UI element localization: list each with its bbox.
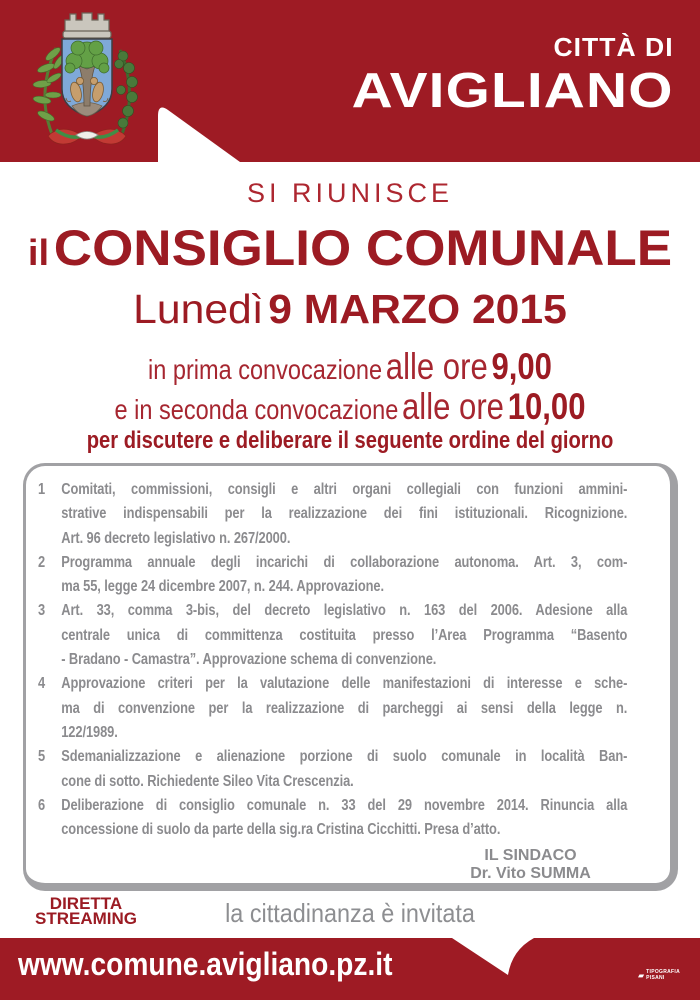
agenda-line: ma di convenzione per la realizzazione di parcheggi ai sensi della legge n. <box>61 699 628 717</box>
main-title <box>0 219 700 277</box>
city-line1: CITTÀ DI <box>553 32 674 62</box>
first-call-time: 9,00 <box>491 346 552 387</box>
agenda-item-2 <box>38 551 627 600</box>
signature-role: IL SINDACO <box>484 847 577 865</box>
date-line <box>0 286 700 333</box>
ribbon-icon <box>48 129 126 144</box>
agenda-item-number: 1 <box>38 481 46 498</box>
first-call-text: in prima convocazione <box>148 354 383 385</box>
streaming-line1: DIRETTA <box>49 894 123 913</box>
website-url: www.comune.avigliano.pz.it <box>18 946 393 982</box>
agenda-item-5 <box>38 745 627 794</box>
date-weekday: Lunedì <box>133 286 264 332</box>
first-call-mid: alle ore <box>385 346 488 387</box>
agenda-item-1 <box>38 478 627 551</box>
second-call-mid: alle ore <box>402 386 504 427</box>
agenda-line: Deliberazione di consiglio comunale n. 33 del 29 novembre 2014. Rinuncia alla <box>61 796 628 814</box>
agenda-item-number: 4 <box>38 675 46 693</box>
agenda-line: 122/1989. <box>61 723 118 741</box>
agenda-line: Sdemanializzazione e alienazione porzione di suolo comunale in località Ban- <box>61 748 628 766</box>
agenda-item-4 <box>38 672 627 745</box>
agenda-list <box>38 478 627 842</box>
agenda-line: Comitati, commissioni, consigli e altri organi collegiali con funzioni ammini- <box>61 481 628 498</box>
mayor-signature <box>383 847 678 883</box>
avigliano-coat-of-arms-icon <box>26 2 148 158</box>
speech-tail-icon <box>158 98 240 162</box>
agenda-item-number: 3 <box>38 602 46 620</box>
city-line2: AVIGLIANO <box>351 64 674 118</box>
streaming-line2: STREAMING <box>35 909 137 928</box>
agenda-line: Art. 96 decreto legislativo n. 267/2000. <box>61 529 291 547</box>
agenda-line: strative indispensabili per la realizzazione dei fini istituzionali. Ricognizione. <box>61 505 628 523</box>
first-call-line <box>56 346 644 388</box>
printer-line1: TIPOGRAFIA <box>646 969 680 975</box>
second-call-line <box>56 386 644 428</box>
agenda-line: ma 55, legge 24 dicembre 2007, n. 244. Approvazione. <box>61 578 384 596</box>
header-band <box>0 0 700 162</box>
footer-band <box>0 938 700 1000</box>
title-article: il <box>27 232 50 273</box>
agenda-item-number: 5 <box>38 748 46 766</box>
signature-name: Dr. Vito SUMMA <box>470 865 591 883</box>
date-value: 9 MARZO 2015 <box>268 286 567 332</box>
agenda-line: Approvazione criteri per la valutazione delle manifestazioni di interesse e sche- <box>61 675 628 693</box>
agenda-item-number: 2 <box>38 553 46 571</box>
si-riunisce-heading: SI RIUNISCE <box>246 178 454 208</box>
second-call-text: e in seconda convocazione <box>114 394 399 425</box>
invitation-text: la cittadinanza è invitata <box>225 898 475 928</box>
agenda-line: centrale unica di committenza costituita presso l’Area Programma “Basento <box>61 626 628 644</box>
printer-mark-icon: ▰ <box>638 970 645 980</box>
agenda-intro-line: per discutere e deliberare il seguente ordine del giorno <box>86 427 614 454</box>
second-call-time: 10,00 <box>507 386 586 427</box>
agenda-box <box>23 463 678 891</box>
speech-tail-bottom-icon <box>450 938 534 978</box>
agenda-line: Programma annuale degli incarichi di collaborazione autonoma. Art. 3, com- <box>61 553 628 571</box>
agenda-line: concessione di suolo da parte della sig.ra Cristina Cicchitti. Presa d’atto. <box>61 821 501 839</box>
mural-crown-icon <box>63 13 111 38</box>
agenda-item-3 <box>38 599 627 672</box>
header-title <box>351 32 674 118</box>
tree-canopy-icon <box>65 41 109 73</box>
agenda-item-number: 6 <box>38 796 46 814</box>
agenda-item-6 <box>38 794 627 843</box>
title-text: CONSIGLIO COMUNALE <box>53 220 673 276</box>
agenda-line: - Bradano - Camastra”. Approvazione schema di convenzione. <box>61 651 437 669</box>
agenda-line: Art. 33, comma 3-bis, del decreto legislativo n. 163 del 2006. Adesione alla <box>61 602 628 620</box>
printer-logo <box>638 970 680 981</box>
agenda-line: cone di sotto. Richiedente Sileo Vita Crescenzia. <box>61 772 354 790</box>
printer-line2: PISANI <box>646 974 665 981</box>
